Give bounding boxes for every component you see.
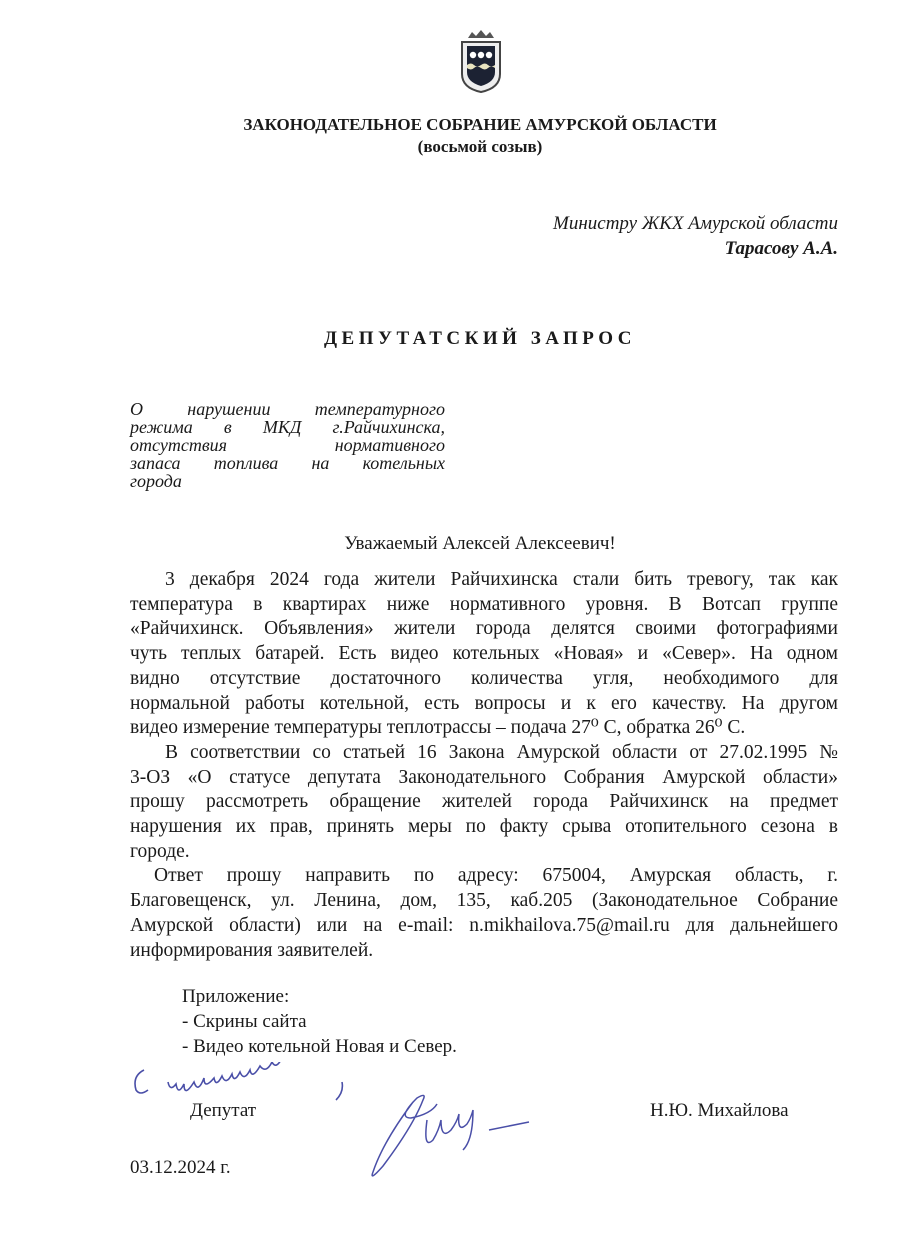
body-line: температура в квартирах ниже нормативного уровня. В Вотсап группе	[130, 593, 838, 615]
body-line: чуть теплых батарей. Есть видео котельных «Новая» и «Север». На одном	[130, 643, 838, 665]
convocation: (восьмой созыв)	[417, 137, 543, 156]
subject-line: отсутствия нормативного	[130, 435, 445, 455]
body-line: прошу рассмотреть обращение жителей города Райчихинск на предмет	[130, 791, 838, 813]
body-line: Благовещенск, ул. Ленина, дом, 135, каб.205 (Законодательное Собрание	[130, 890, 838, 912]
document-date: 03.12.2024 г.	[130, 1157, 231, 1178]
greeting: Уважаемый Алексей Алексеевич!	[344, 533, 616, 554]
subject-line: режима в МКД г.Райчихинска,	[130, 417, 445, 437]
body-line: 3 декабря 2024 года жители Райчихинска стали бить тревогу, так как	[165, 569, 838, 590]
handwritten-signature	[365, 1090, 545, 1190]
body-line: информирования заявителей.	[130, 939, 374, 961]
body-line: «Райчихинск. Объявления» жители города делятся своими фотографиями	[130, 618, 838, 640]
document-title: ДЕПУТАТСКИЙ ЗАПРОС	[323, 328, 636, 349]
organization-name: ЗАКОНОДАТЕЛЬНОЕ СОБРАНИЕ АМУРСКОЙ ОБЛАСТИ	[243, 115, 717, 134]
body-line: 3-ОЗ «О статусе депутата Законодательного Собрания Амурской области»	[130, 766, 838, 788]
signatory-name: Н.Ю. Михайлова	[650, 1100, 789, 1121]
signatory-role: Депутат	[190, 1100, 257, 1121]
attachments-label: Приложение:	[182, 986, 290, 1007]
attachment-item: - Видео котельной Новая и Север.	[182, 1036, 457, 1057]
coat-of-arms-emblem	[456, 28, 506, 94]
body-line: городе.	[130, 840, 190, 862]
body-text	[130, 568, 838, 963]
attachment-item: - Скрины сайта	[182, 1011, 307, 1032]
body-line: В соответствии со статьей 16 Закона Амурской области от 27.02.1995 №	[165, 741, 838, 763]
body-line: нарушения их прав, принять меры по факту срыва отопительного сезона в	[130, 816, 838, 838]
subject-line: О нарушении температурного	[130, 399, 445, 419]
addressee-position: Министру ЖКХ Амурской области	[553, 213, 838, 234]
body-line: Амурской области) или на e-mail: n.mikhailova.75@mail.ru для дальнейшего	[130, 914, 838, 936]
attachments	[182, 984, 457, 1059]
subject-line: города	[130, 471, 182, 491]
body-line: видео измерение температуры теплотрассы – подача 27⁰ С, обратка 26⁰ С.	[130, 717, 746, 739]
body-line: видно отсутствие достаточного количества угля, необходимого для	[130, 667, 838, 689]
addressee-name: Тарасову А.А.	[724, 238, 838, 259]
body-line: нормальной работы котельной, есть вопросы и к его качеству. На другом	[130, 692, 838, 714]
subject-line: запаса топлива на котельных	[130, 453, 445, 473]
subject-block	[130, 400, 445, 490]
body-line: Ответ прошу направить по адресу: 675004, Амурская область, г.	[154, 865, 838, 887]
